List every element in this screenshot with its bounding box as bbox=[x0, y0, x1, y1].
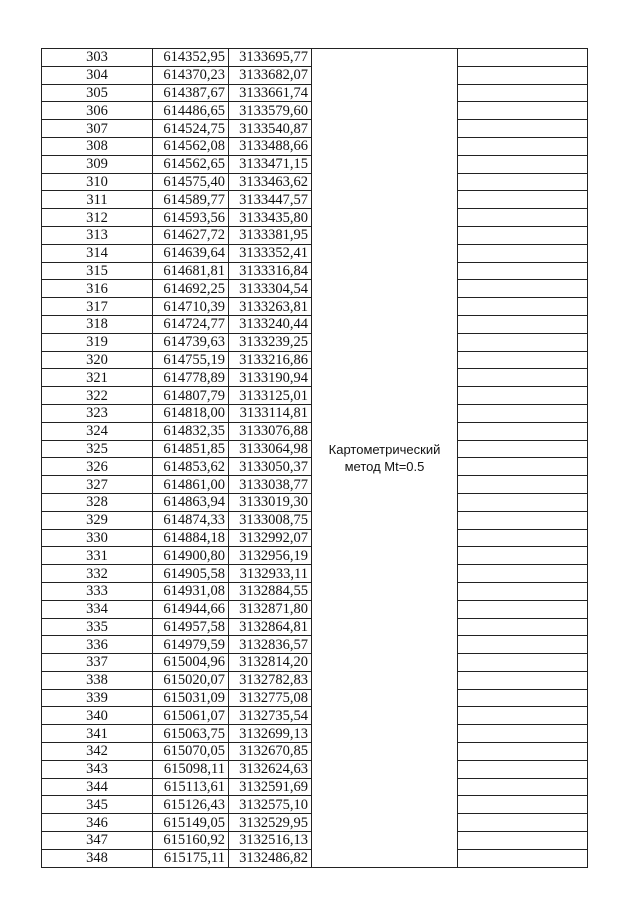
y-coordinate-cell: 3133488,66 bbox=[229, 137, 312, 155]
empty-cell bbox=[458, 493, 588, 511]
empty-cell bbox=[458, 369, 588, 387]
empty-cell bbox=[458, 778, 588, 796]
x-coordinate-cell: 614944,66 bbox=[153, 600, 229, 618]
x-coordinate-cell: 614627,72 bbox=[153, 226, 229, 244]
point-number-cell: 321 bbox=[42, 369, 153, 387]
point-number-cell: 322 bbox=[42, 387, 153, 405]
empty-cell bbox=[458, 244, 588, 262]
y-coordinate-cell: 3132591,69 bbox=[229, 778, 312, 796]
empty-cell bbox=[458, 49, 588, 67]
empty-cell bbox=[458, 315, 588, 333]
x-coordinate-cell: 614370,23 bbox=[153, 66, 229, 84]
x-coordinate-cell: 614593,56 bbox=[153, 209, 229, 227]
x-coordinate-cell: 614387,67 bbox=[153, 84, 229, 102]
y-coordinate-cell: 3133076,88 bbox=[229, 422, 312, 440]
point-number-cell: 346 bbox=[42, 814, 153, 832]
y-coordinate-cell: 3133463,62 bbox=[229, 173, 312, 191]
y-coordinate-cell: 3133471,15 bbox=[229, 155, 312, 173]
y-coordinate-cell: 3132486,82 bbox=[229, 849, 312, 867]
x-coordinate-cell: 614486,65 bbox=[153, 102, 229, 120]
y-coordinate-cell: 3133239,25 bbox=[229, 333, 312, 351]
x-coordinate-cell: 614710,39 bbox=[153, 298, 229, 316]
x-coordinate-cell: 615020,07 bbox=[153, 671, 229, 689]
point-number-cell: 313 bbox=[42, 226, 153, 244]
x-coordinate-cell: 615004,96 bbox=[153, 654, 229, 672]
empty-cell bbox=[458, 760, 588, 778]
y-coordinate-cell: 3133682,07 bbox=[229, 66, 312, 84]
point-number-cell: 343 bbox=[42, 760, 153, 778]
point-number-cell: 345 bbox=[42, 796, 153, 814]
empty-cell bbox=[458, 565, 588, 583]
point-number-cell: 338 bbox=[42, 671, 153, 689]
point-number-cell: 344 bbox=[42, 778, 153, 796]
x-coordinate-cell: 614884,18 bbox=[153, 529, 229, 547]
x-coordinate-cell: 614874,33 bbox=[153, 511, 229, 529]
empty-cell bbox=[458, 173, 588, 191]
empty-cell bbox=[458, 511, 588, 529]
x-coordinate-cell: 614524,75 bbox=[153, 120, 229, 138]
empty-cell bbox=[458, 84, 588, 102]
y-coordinate-cell: 3133579,60 bbox=[229, 102, 312, 120]
x-coordinate-cell: 614861,00 bbox=[153, 476, 229, 494]
y-coordinate-cell: 3133125,01 bbox=[229, 387, 312, 405]
point-number-cell: 311 bbox=[42, 191, 153, 209]
y-coordinate-cell: 3133540,87 bbox=[229, 120, 312, 138]
point-number-cell: 326 bbox=[42, 458, 153, 476]
point-number-cell: 314 bbox=[42, 244, 153, 262]
point-number-cell: 336 bbox=[42, 636, 153, 654]
point-number-cell: 341 bbox=[42, 725, 153, 743]
y-coordinate-cell: 3133050,37 bbox=[229, 458, 312, 476]
x-coordinate-cell: 614807,79 bbox=[153, 387, 229, 405]
y-coordinate-cell: 3133240,44 bbox=[229, 315, 312, 333]
point-number-cell: 331 bbox=[42, 547, 153, 565]
point-number-cell: 309 bbox=[42, 155, 153, 173]
empty-cell bbox=[458, 458, 588, 476]
point-number-cell: 305 bbox=[42, 84, 153, 102]
point-number-cell: 329 bbox=[42, 511, 153, 529]
empty-cell bbox=[458, 137, 588, 155]
point-number-cell: 319 bbox=[42, 333, 153, 351]
point-number-cell: 307 bbox=[42, 120, 153, 138]
empty-cell bbox=[458, 636, 588, 654]
x-coordinate-cell: 614863,94 bbox=[153, 493, 229, 511]
y-coordinate-cell: 3133038,77 bbox=[229, 476, 312, 494]
empty-cell bbox=[458, 743, 588, 761]
empty-cell bbox=[458, 547, 588, 565]
empty-cell bbox=[458, 440, 588, 458]
x-coordinate-cell: 614979,59 bbox=[153, 636, 229, 654]
point-number-cell: 327 bbox=[42, 476, 153, 494]
y-coordinate-cell: 3132516,13 bbox=[229, 832, 312, 850]
x-coordinate-cell: 614778,89 bbox=[153, 369, 229, 387]
empty-cell bbox=[458, 209, 588, 227]
empty-cell bbox=[458, 351, 588, 369]
y-coordinate-cell: 3132529,95 bbox=[229, 814, 312, 832]
y-coordinate-cell: 3133695,77 bbox=[229, 49, 312, 67]
y-coordinate-cell: 3133114,81 bbox=[229, 404, 312, 422]
x-coordinate-cell: 615031,09 bbox=[153, 689, 229, 707]
point-number-cell: 340 bbox=[42, 707, 153, 725]
point-number-cell: 332 bbox=[42, 565, 153, 583]
x-coordinate-cell: 614851,85 bbox=[153, 440, 229, 458]
y-coordinate-cell: 3132992,07 bbox=[229, 529, 312, 547]
x-coordinate-cell: 614818,00 bbox=[153, 404, 229, 422]
empty-cell bbox=[458, 618, 588, 636]
coordinates-table bbox=[41, 48, 588, 868]
x-coordinate-cell: 614681,81 bbox=[153, 262, 229, 280]
point-number-cell: 339 bbox=[42, 689, 153, 707]
x-coordinate-cell: 615063,75 bbox=[153, 725, 229, 743]
x-coordinate-cell: 614905,58 bbox=[153, 565, 229, 583]
empty-cell bbox=[458, 191, 588, 209]
x-coordinate-cell: 614853,62 bbox=[153, 458, 229, 476]
y-coordinate-cell: 3133447,57 bbox=[229, 191, 312, 209]
empty-cell bbox=[458, 226, 588, 244]
point-number-cell: 342 bbox=[42, 743, 153, 761]
y-coordinate-cell: 3132956,19 bbox=[229, 547, 312, 565]
y-coordinate-cell: 3133661,74 bbox=[229, 84, 312, 102]
point-number-cell: 308 bbox=[42, 137, 153, 155]
y-coordinate-cell: 3133216,86 bbox=[229, 351, 312, 369]
y-coordinate-cell: 3133352,41 bbox=[229, 244, 312, 262]
point-number-cell: 320 bbox=[42, 351, 153, 369]
point-number-cell: 304 bbox=[42, 66, 153, 84]
empty-cell bbox=[458, 476, 588, 494]
empty-cell bbox=[458, 387, 588, 405]
method-cell: Картометрический метод Mt=0.5 bbox=[312, 49, 458, 868]
empty-cell bbox=[458, 796, 588, 814]
y-coordinate-cell: 3133019,30 bbox=[229, 493, 312, 511]
empty-cell bbox=[458, 102, 588, 120]
empty-cell bbox=[458, 529, 588, 547]
y-coordinate-cell: 3132933,11 bbox=[229, 565, 312, 583]
empty-cell bbox=[458, 280, 588, 298]
empty-cell bbox=[458, 404, 588, 422]
y-coordinate-cell: 3132814,20 bbox=[229, 654, 312, 672]
x-coordinate-cell: 615160,92 bbox=[153, 832, 229, 850]
point-number-cell: 303 bbox=[42, 49, 153, 67]
point-number-cell: 325 bbox=[42, 440, 153, 458]
y-coordinate-cell: 3132884,55 bbox=[229, 582, 312, 600]
empty-cell bbox=[458, 155, 588, 173]
empty-cell bbox=[458, 689, 588, 707]
empty-cell bbox=[458, 120, 588, 138]
x-coordinate-cell: 615113,61 bbox=[153, 778, 229, 796]
y-coordinate-cell: 3132575,10 bbox=[229, 796, 312, 814]
point-number-cell: 315 bbox=[42, 262, 153, 280]
y-coordinate-cell: 3132782,83 bbox=[229, 671, 312, 689]
x-coordinate-cell: 614639,64 bbox=[153, 244, 229, 262]
point-number-cell: 348 bbox=[42, 849, 153, 867]
x-coordinate-cell: 614755,19 bbox=[153, 351, 229, 369]
empty-cell bbox=[458, 725, 588, 743]
point-number-cell: 324 bbox=[42, 422, 153, 440]
y-coordinate-cell: 3132871,80 bbox=[229, 600, 312, 618]
y-coordinate-cell: 3133435,80 bbox=[229, 209, 312, 227]
empty-cell bbox=[458, 814, 588, 832]
y-coordinate-cell: 3132699,13 bbox=[229, 725, 312, 743]
x-coordinate-cell: 614957,58 bbox=[153, 618, 229, 636]
y-coordinate-cell: 3132735,54 bbox=[229, 707, 312, 725]
y-coordinate-cell: 3132775,08 bbox=[229, 689, 312, 707]
empty-cell bbox=[458, 671, 588, 689]
y-coordinate-cell: 3133316,84 bbox=[229, 262, 312, 280]
point-number-cell: 323 bbox=[42, 404, 153, 422]
x-coordinate-cell: 615149,05 bbox=[153, 814, 229, 832]
x-coordinate-cell: 615061,07 bbox=[153, 707, 229, 725]
point-number-cell: 333 bbox=[42, 582, 153, 600]
empty-cell bbox=[458, 333, 588, 351]
point-number-cell: 312 bbox=[42, 209, 153, 227]
x-coordinate-cell: 614562,65 bbox=[153, 155, 229, 173]
point-number-cell: 306 bbox=[42, 102, 153, 120]
y-coordinate-cell: 3133263,81 bbox=[229, 298, 312, 316]
point-number-cell: 316 bbox=[42, 280, 153, 298]
x-coordinate-cell: 614352,95 bbox=[153, 49, 229, 67]
x-coordinate-cell: 614739,63 bbox=[153, 333, 229, 351]
empty-cell bbox=[458, 600, 588, 618]
empty-cell bbox=[458, 849, 588, 867]
table-row bbox=[42, 49, 588, 67]
coordinates-table-body bbox=[42, 49, 588, 868]
point-number-cell: 328 bbox=[42, 493, 153, 511]
empty-cell bbox=[458, 582, 588, 600]
empty-cell bbox=[458, 422, 588, 440]
point-number-cell: 317 bbox=[42, 298, 153, 316]
empty-cell bbox=[458, 832, 588, 850]
point-number-cell: 347 bbox=[42, 832, 153, 850]
empty-cell bbox=[458, 654, 588, 672]
y-coordinate-cell: 3132670,85 bbox=[229, 743, 312, 761]
point-number-cell: 337 bbox=[42, 654, 153, 672]
x-coordinate-cell: 615175,11 bbox=[153, 849, 229, 867]
x-coordinate-cell: 614692,25 bbox=[153, 280, 229, 298]
empty-cell bbox=[458, 707, 588, 725]
point-number-cell: 334 bbox=[42, 600, 153, 618]
y-coordinate-cell: 3132624,63 bbox=[229, 760, 312, 778]
y-coordinate-cell: 3133064,98 bbox=[229, 440, 312, 458]
x-coordinate-cell: 614562,08 bbox=[153, 137, 229, 155]
x-coordinate-cell: 614931,08 bbox=[153, 582, 229, 600]
point-number-cell: 318 bbox=[42, 315, 153, 333]
point-number-cell: 335 bbox=[42, 618, 153, 636]
empty-cell bbox=[458, 298, 588, 316]
y-coordinate-cell: 3132836,57 bbox=[229, 636, 312, 654]
y-coordinate-cell: 3133190,94 bbox=[229, 369, 312, 387]
x-coordinate-cell: 614724,77 bbox=[153, 315, 229, 333]
x-coordinate-cell: 614589,77 bbox=[153, 191, 229, 209]
x-coordinate-cell: 614900,80 bbox=[153, 547, 229, 565]
y-coordinate-cell: 3132864,81 bbox=[229, 618, 312, 636]
empty-cell bbox=[458, 262, 588, 280]
x-coordinate-cell: 615126,43 bbox=[153, 796, 229, 814]
x-coordinate-cell: 614575,40 bbox=[153, 173, 229, 191]
point-number-cell: 310 bbox=[42, 173, 153, 191]
y-coordinate-cell: 3133304,54 bbox=[229, 280, 312, 298]
empty-cell bbox=[458, 66, 588, 84]
x-coordinate-cell: 614832,35 bbox=[153, 422, 229, 440]
y-coordinate-cell: 3133381,95 bbox=[229, 226, 312, 244]
y-coordinate-cell: 3133008,75 bbox=[229, 511, 312, 529]
x-coordinate-cell: 615098,11 bbox=[153, 760, 229, 778]
point-number-cell: 330 bbox=[42, 529, 153, 547]
x-coordinate-cell: 615070,05 bbox=[153, 743, 229, 761]
